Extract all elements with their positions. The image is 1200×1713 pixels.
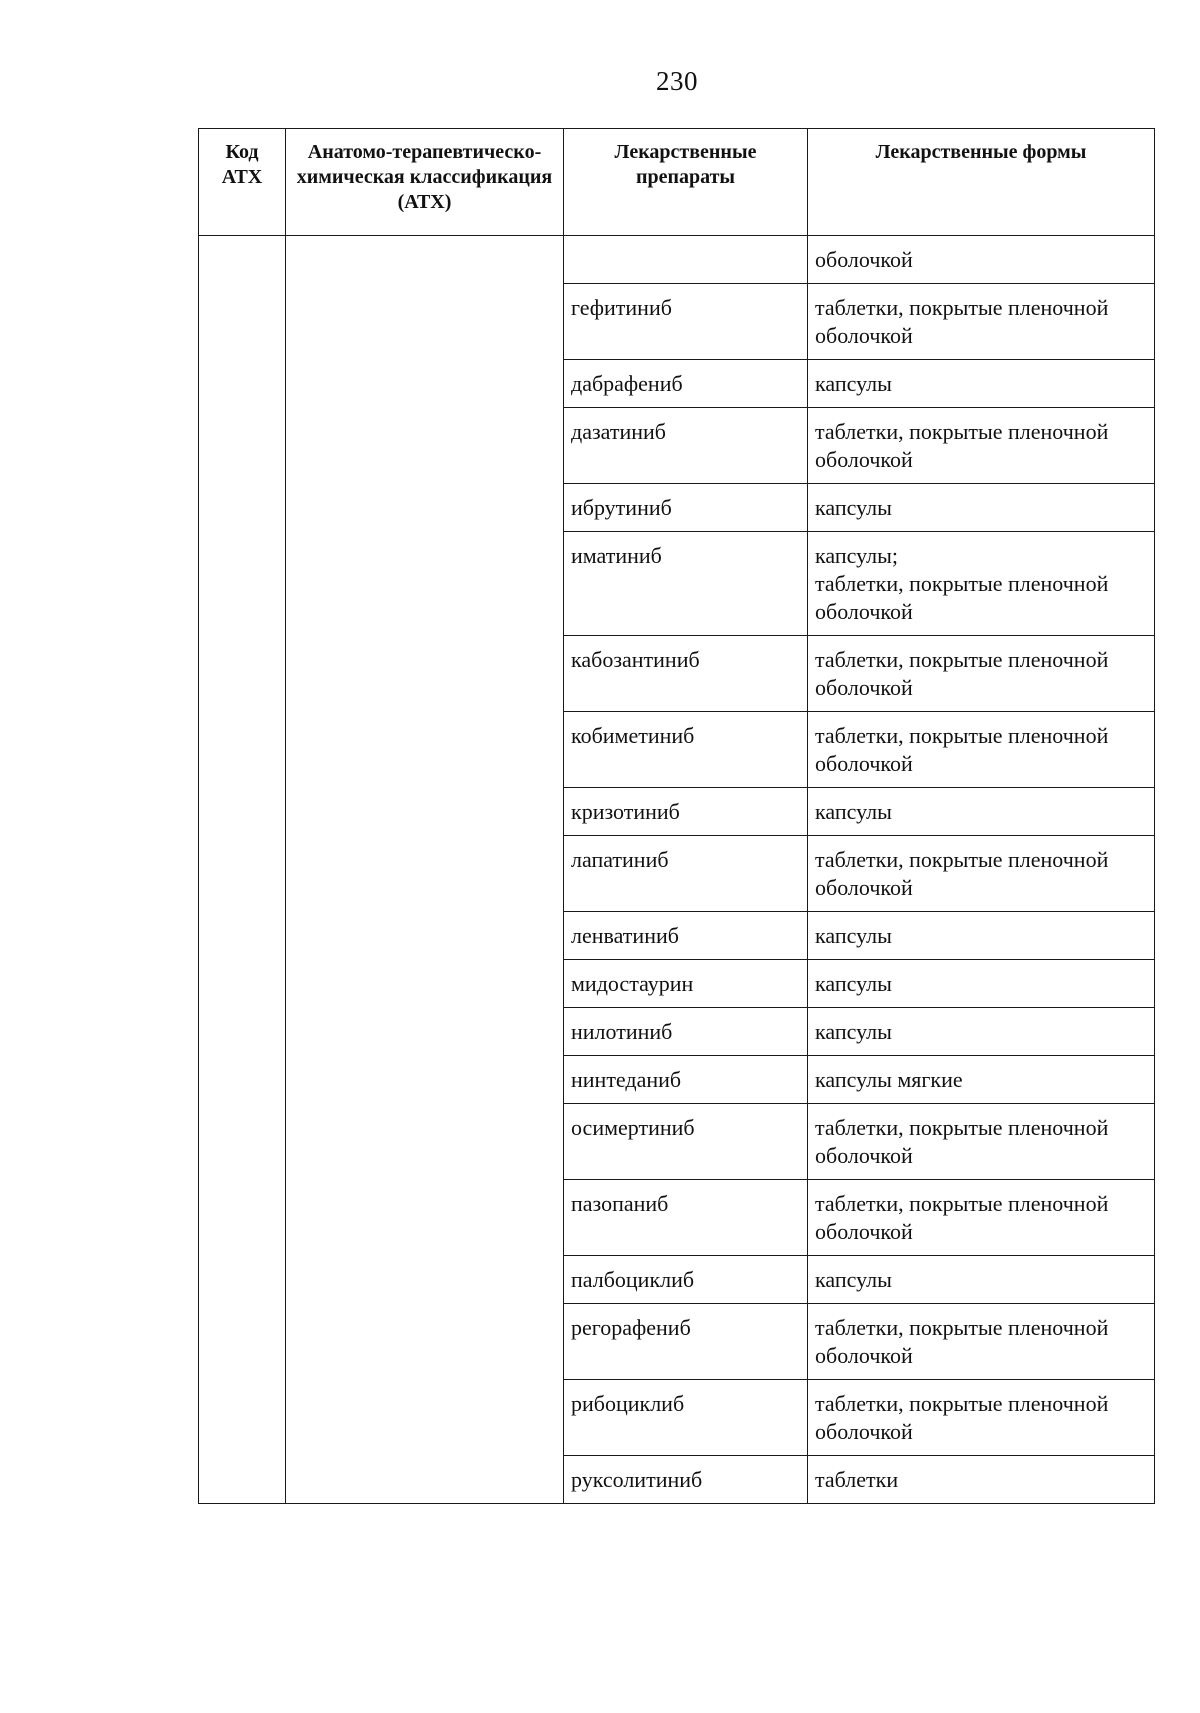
drug-name-cell: кризотиниб [564,788,808,836]
dosage-form-cell [808,408,1155,484]
dosage-form-text: таблетки, покрытые пленочной оболочкой [815,1191,1109,1244]
drug-name-cell: дабрафениб [564,360,808,408]
dosage-form-cell [808,1056,1155,1104]
drug-name-cell: пазопаниб [564,1180,808,1256]
atc-drug-table [198,128,1155,1504]
drug-name-cell: регорафениб [564,1304,808,1380]
dosage-form-text: капсулы мягкие [815,1067,963,1092]
dosage-form-cell [808,1104,1155,1180]
header-code: Код АТХ [199,129,286,236]
dosage-form-text: капсулы [815,971,892,996]
dosage-form-text: таблетки [815,1467,899,1492]
dosage-form-text: таблетки, покрытые пленочной оболочкой [815,571,1109,624]
dosage-form-text: таблетки, покрытые пленочной оболочкой [815,1115,1109,1168]
dosage-form-cell [808,1180,1155,1256]
dosage-form-text: капсулы [815,1019,892,1044]
dosage-form-text: таблетки, покрытые пленочной оболочкой [815,419,1109,472]
dosage-form-cell [808,912,1155,960]
drug-name-cell: рибоциклиб [564,1380,808,1456]
dosage-form-text: капсулы; [815,543,898,568]
drug-name-cell: лапатиниб [564,836,808,912]
dosage-form-text: капсулы [815,799,892,824]
table-row [199,236,1155,284]
dosage-form-cell [808,484,1155,532]
header-drugs: Лекарственные препараты [564,129,808,236]
dosage-form-cell [808,532,1155,636]
dosage-form-text: оболочкой [815,247,913,272]
dosage-form-cell [808,836,1155,912]
header-row [199,129,1155,236]
dosage-form-cell [808,960,1155,1008]
drug-name-cell: гефитиниб [564,284,808,360]
dosage-form-text: таблетки, покрытые пленочной оболочкой [815,295,1109,348]
dosage-form-text: таблетки, покрытые пленочной оболочкой [815,647,1109,700]
code-cell [199,236,286,1504]
dosage-form-cell [808,360,1155,408]
dosage-form-cell [808,1456,1155,1504]
header-classification: Анатомо-терапевтическо-химическая классификация (АТХ) [286,129,564,236]
drug-name-cell: кобиметиниб [564,712,808,788]
header-forms: Лекарственные формы [808,129,1155,236]
dosage-form-cell [808,1380,1155,1456]
dosage-form-text: таблетки, покрытые пленочной оболочкой [815,1315,1109,1368]
drug-name-cell: нинтеданиб [564,1056,808,1104]
dosage-form-text: таблетки, покрытые пленочной оболочкой [815,1391,1109,1444]
drug-name-cell [564,236,808,284]
dosage-form-text: капсулы [815,923,892,948]
dosage-form-cell [808,1256,1155,1304]
classification-cell [286,236,564,1504]
table-header [199,129,1155,236]
dosage-form-text: капсулы [815,495,892,520]
dosage-form-cell [808,1008,1155,1056]
drug-name-cell: палбоциклиб [564,1256,808,1304]
drug-name-cell: ленватиниб [564,912,808,960]
dosage-form-cell [808,712,1155,788]
dosage-form-cell [808,636,1155,712]
dosage-form-cell [808,788,1155,836]
drug-name-cell: руксолитиниб [564,1456,808,1504]
drug-name-cell: дазатиниб [564,408,808,484]
page-number: 230 [656,66,698,96]
dosage-form-cell [808,284,1155,360]
drug-name-cell: нилотиниб [564,1008,808,1056]
drug-name-cell: мидостаурин [564,960,808,1008]
table-body [199,236,1155,1504]
drug-name-cell: ибрутиниб [564,484,808,532]
dosage-form-text: таблетки, покрытые пленочной оболочкой [815,723,1109,776]
drug-name-cell: осимертиниб [564,1104,808,1180]
drug-name-cell: иматиниб [564,532,808,636]
dosage-form-cell [808,1304,1155,1380]
dosage-form-text: таблетки, покрытые пленочной оболочкой [815,847,1109,900]
dosage-form-cell [808,236,1155,284]
dosage-form-text: капсулы [815,1267,892,1292]
dosage-form-text: капсулы [815,371,892,396]
drug-name-cell: кабозантиниб [564,636,808,712]
